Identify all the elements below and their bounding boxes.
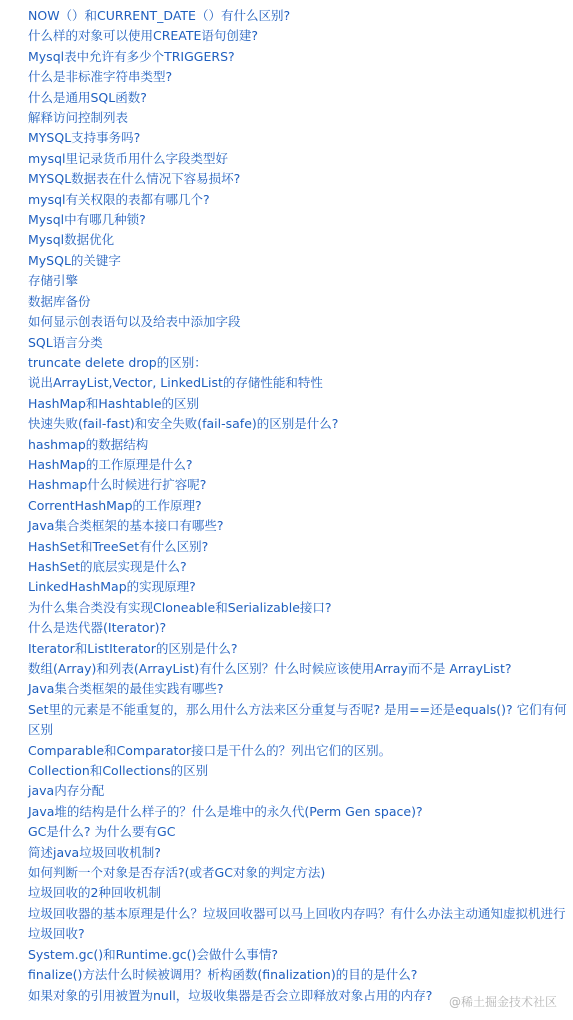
question-link[interactable]: Set里的元素是不能重复的，那么用什么方法来区分重复与否呢? 是用==还是equals()? 它们有何区别 (28, 701, 567, 738)
question-link[interactable]: mysql里记录货币用什么字段类型好 (28, 150, 228, 166)
question-link[interactable]: 如何判断一个对象是否存活?(或者GC对象的判定方法) (28, 865, 326, 881)
question-link[interactable]: MYSQL支持事务吗? (28, 130, 141, 146)
question-link[interactable]: NOW（）和CURRENT_DATE（）有什么区别? (28, 8, 291, 23)
question-link[interactable]: 什么是迭代器(Iterator)? (28, 620, 167, 636)
question-link[interactable]: finalize()方法什么时候被调用？析构函数(finalization)的目的是什么? (28, 967, 418, 983)
question-link[interactable]: java内存分配 (28, 783, 105, 799)
question-link[interactable]: 为什么集合类没有实现Cloneable和Serializable接口? (28, 599, 332, 615)
question-link[interactable]: 简述java垃圾回收机制? (28, 844, 161, 860)
question-link[interactable]: HashMap和Hashtable的区别 (28, 395, 200, 411)
question-link[interactable]: Collection和Collections的区别 (28, 763, 209, 779)
question-link[interactable]: SQL语言分类 (28, 334, 103, 350)
question-link[interactable]: Hashmap什么时候进行扩容呢? (28, 477, 207, 493)
question-link[interactable]: 存储引擎 (28, 273, 79, 289)
question-link[interactable]: 什么是通用SQL函数? (28, 89, 147, 105)
question-link[interactable]: 如果对象的引用被置为null，垃圾收集器是否会立即释放对象占用的内存? (28, 987, 433, 1003)
question-link[interactable]: Iterator和ListIterator的区别是什么? (28, 640, 238, 656)
question-link[interactable]: HashSet和TreeSet有什么区别? (28, 538, 209, 554)
question-link[interactable]: Mysql数据优化 (28, 232, 115, 248)
question-link[interactable]: 解释访问控制列表 (28, 110, 129, 126)
question-link[interactable]: 什么是非标准字符串类型? (28, 69, 173, 85)
question-link[interactable]: Comparable和Comparator接口是干什么的？列出它们的区别。 (28, 742, 392, 758)
question-link[interactable]: truncate delete drop的区别： (28, 354, 207, 370)
question-link[interactable]: hashmap的数据结构 (28, 436, 149, 452)
question-link[interactable]: 快速失败(fail-fast)和安全失败(fail-safe)的区别是什么? (28, 416, 339, 432)
question-link[interactable]: System.gc()和Runtime.gc()会做什么事情? (28, 946, 279, 962)
question-list (28, 6, 568, 1006)
question-link[interactable]: Java集合类框架的基本接口有哪些? (28, 518, 224, 534)
question-link[interactable]: HashSet的底层实现是什么? (28, 558, 187, 574)
question-link[interactable]: Mysql表中允许有多少个TRIGGERS? (28, 48, 235, 64)
question-link[interactable]: HashMap的工作原理是什么? (28, 456, 193, 472)
question-link[interactable]: mysql有关权限的表都有哪几个? (28, 191, 210, 207)
question-link[interactable]: Mysql中有哪几种锁? (28, 212, 146, 228)
question-link[interactable]: Java堆的结构是什么样子的？什么是堆中的永久代(Perm Gen space)? (28, 803, 423, 819)
question-link[interactable]: 垃圾回收器的基本原理是什么？垃圾回收器可以马上回收内存吗？有什么办法主动通知虚拟机进行垃圾回收? (28, 905, 566, 942)
question-link[interactable]: 垃圾回收的2种回收机制 (28, 885, 161, 901)
watermark-text: @稀土掘金技术社区 (445, 994, 557, 1010)
question-link[interactable]: MYSQL数据表在什么情况下容易损坏? (28, 171, 241, 187)
question-link[interactable]: 如何显示创表语句以及给表中添加字段 (28, 314, 241, 330)
question-link[interactable]: 数据库备份 (28, 293, 91, 309)
question-link[interactable]: 数组(Array)和列表(ArrayList)有什么区别？什么时候应该使用Array而不是 ArrayList? (28, 661, 512, 676)
question-link[interactable]: 说出ArrayList,Vector, LinkedList的存储性能和特性 (28, 375, 323, 391)
question-link[interactable]: MySQL的关键字 (28, 252, 121, 268)
question-link[interactable]: 什么样的对象可以使用CREATE语句创建? (28, 28, 259, 44)
question-link[interactable]: Java集合类框架的最佳实践有哪些? (28, 681, 224, 697)
question-link[interactable]: GC是什么? 为什么要有GC (28, 824, 176, 840)
question-link[interactable]: LinkedHashMap的实现原理? (28, 579, 196, 595)
question-link[interactable]: CorrentHashMap的工作原理? (28, 497, 202, 513)
